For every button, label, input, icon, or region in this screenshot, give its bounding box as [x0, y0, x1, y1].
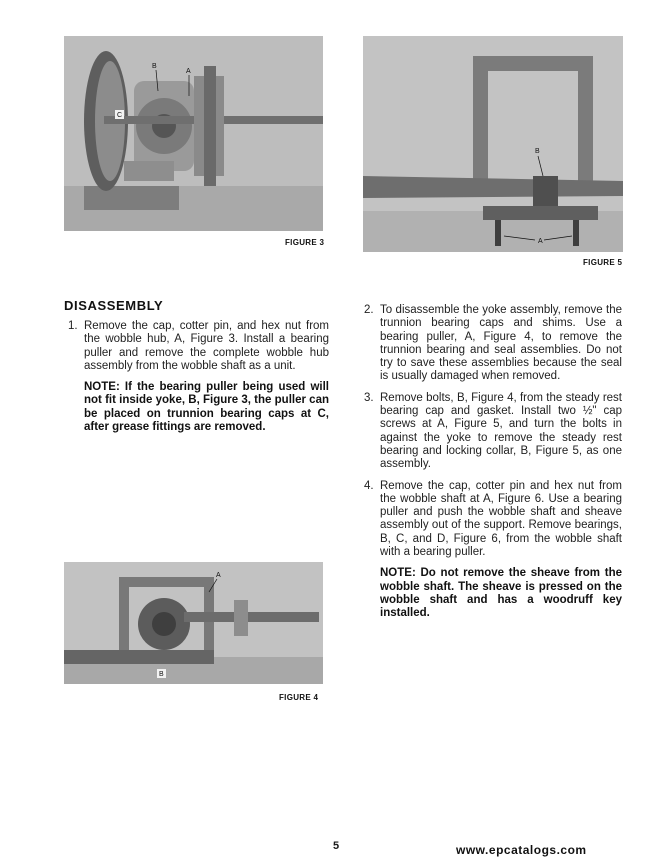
list-item-text: Remove bolts, B, Figure 4, from the steady rest bearing cap and gasket. Install two ½" cap screws at A, Figure 5, and turn the bolts in against the yoke to remove the steady rest bearing and locking collar, B, Figure 5, as one assembly. [380, 391, 622, 471]
list-item-text: Remove the cap, cotter pin, and hex nut from the wobble hub, A, Figure 3. Install a bearing puller and remove the complete wobble hub assembly from the wobble shaft as a unit. [84, 320, 329, 372]
list-item-number: 4. [364, 479, 374, 492]
figure-3-illustration [64, 36, 323, 231]
figure-3-label-b: B [152, 63, 157, 70]
figure-4-photo [64, 562, 323, 684]
list-item [64, 320, 329, 373]
figure-3-label-a: A [186, 68, 191, 75]
figure-5-label-b: B [535, 148, 540, 155]
list-item-text: To disassemble the yoke assembly, remove the trunnion bearing caps and shims. Use a bearing puller, A, Figure 4, to remove the trunnion bearing and seal assemblies. Do not try to save these assemblies because the seal is usually damaged when removed. [380, 304, 622, 383]
page-number: 5 [333, 840, 340, 852]
note-sheave: NOTE: Do not remove the sheave from the wobble shaft. The sheave is pressed on the wobble shaft and has a woodruff key installed. [380, 567, 622, 620]
figure-3-caption: FIGURE 3 [285, 238, 325, 247]
list-item-number: 2. [364, 304, 374, 316]
note-yoke-puller: NOTE: If the bearing puller being used will not fit inside yoke, B, Figure 3, the puller can be placed on trunnion bearing caps at C, after grease fittings are removed. [84, 381, 329, 434]
figure-3-label-c: C [117, 112, 123, 119]
figure-5-illustration [363, 36, 623, 252]
list-item-text: Remove the cap, cotter pin and hex nut from the wobble shaft at A, Figure 6. Use a bearing puller and push the wobble shaft and sheave assembly out of the support. Remove bearings, B, C, and D, Figure 6, from the wobble shaft with a bearing puller. [380, 479, 622, 559]
right-column [360, 304, 622, 621]
figure-4-label-b: B [159, 671, 164, 678]
figure-3-photo [64, 36, 323, 231]
left-column [64, 320, 329, 434]
figure-4-caption: FIGURE 4 [279, 693, 319, 702]
list-item [360, 304, 622, 384]
list-item [360, 480, 622, 560]
list-item [360, 392, 622, 472]
figure-4-label-a: A [216, 572, 221, 579]
figure-4-illustration [64, 562, 323, 684]
figure-5-photo [363, 36, 623, 252]
watermark-url: www.epcatalogs.com [456, 843, 587, 857]
list-item-number: 3. [364, 391, 374, 404]
figure-5-caption: FIGURE 5 [583, 258, 623, 267]
section-heading: DISASSEMBLY [64, 298, 164, 313]
figure-5-label-a: A [538, 238, 543, 245]
list-item-number: 1. [68, 320, 78, 332]
